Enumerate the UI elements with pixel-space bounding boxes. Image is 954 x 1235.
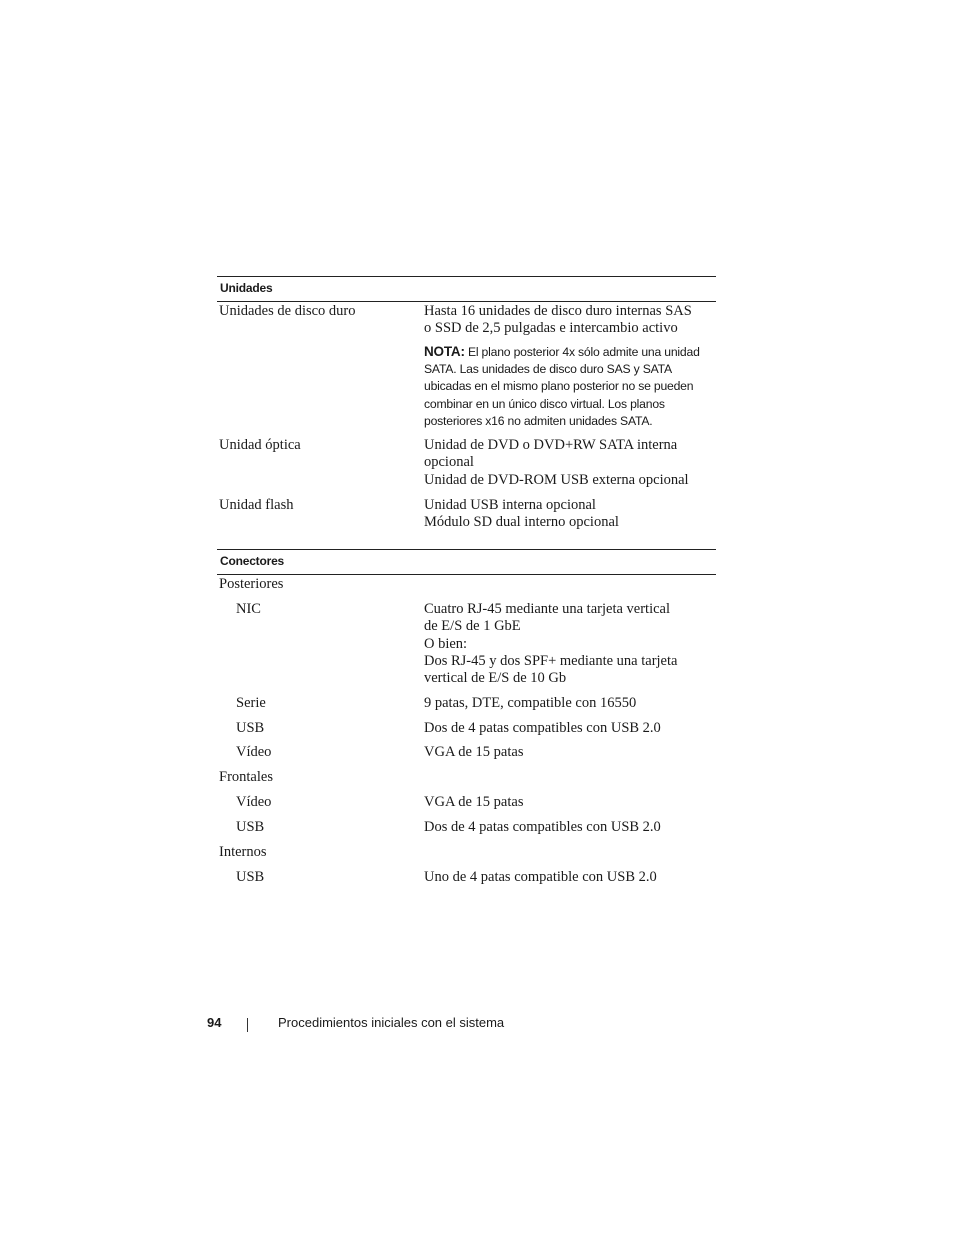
- value-line: 9 patas, DTE, compatible con 16550: [424, 695, 637, 711]
- group-label-frontales: Frontales: [219, 769, 273, 785]
- row-value-usb-interno: [424, 869, 716, 886]
- row-value-unidad-optica: [424, 437, 716, 489]
- row-label-serie: Serie: [236, 695, 266, 711]
- group-label-internos: Internos: [219, 844, 267, 860]
- value-line: O bien:: [424, 635, 468, 652]
- value-line: Módulo SD dual interno opcional: [424, 514, 619, 531]
- row-value-nic: [424, 601, 716, 687]
- section-header-conectores: [217, 549, 716, 575]
- page-number: 94: [207, 1015, 222, 1030]
- value-line: Cuatro RJ-45 mediante una tarjeta vertical: [424, 601, 671, 617]
- row-value-serie: [424, 695, 716, 712]
- footer-title: Procedimientos iniciales con el sistema: [278, 1015, 505, 1030]
- value-line: VGA de 15 patas: [424, 794, 524, 810]
- row-label-unidad-flash: Unidad flash: [219, 497, 294, 513]
- row-value-usb-frontal: [424, 819, 716, 836]
- row-value-unidad-flash: [424, 497, 716, 532]
- value-line: Uno de 4 patas compatible con USB 2.0: [424, 869, 657, 885]
- value-line: o SSD de 2,5 pulgadas e intercambio activo: [424, 320, 678, 337]
- value-line: vertical de E/S de 10 Gb: [424, 670, 567, 687]
- row-label-discos-duros: Unidades de disco duro: [219, 303, 356, 319]
- row-label-usb-posterior: USB: [236, 720, 265, 736]
- value-line: Hasta 16 unidades de disco duro internas SAS: [424, 303, 692, 319]
- value-line: de E/S de 1 GbE: [424, 618, 521, 635]
- value-line: opcional: [424, 454, 474, 471]
- row-value-video-posterior: [424, 744, 716, 761]
- row-label-usb-interno: USB: [236, 869, 265, 885]
- row-value-video-frontal: [424, 794, 716, 811]
- row-label-nic: NIC: [236, 601, 261, 617]
- row-value-discos-duros: [424, 303, 716, 338]
- note-label: NOTA:: [424, 344, 465, 359]
- row-label-usb-frontal: USB: [236, 819, 265, 835]
- section-title: Conectores: [220, 554, 285, 568]
- row-label-video-frontal: Vídeo: [236, 794, 272, 810]
- section-title: Unidades: [220, 281, 273, 295]
- row-value-usb-posterior: [424, 720, 716, 737]
- value-line: Dos de 4 patas compatibles con USB 2.0: [424, 819, 661, 835]
- note-block: [424, 343, 716, 430]
- footer-separator: [247, 1018, 248, 1032]
- value-line: Dos de 4 patas compatibles con USB 2.0: [424, 720, 661, 736]
- section-header-unidades: [217, 276, 716, 302]
- value-line: VGA de 15 patas: [424, 744, 524, 760]
- group-label-posteriores: Posteriores: [219, 576, 284, 592]
- value-line: Unidad de DVD o DVD+RW SATA interna: [424, 437, 678, 453]
- value-line: Dos RJ-45 y dos SPF+ mediante una tarjeta: [424, 652, 678, 669]
- value-line: Unidad de DVD-ROM USB externa opcional: [424, 471, 689, 488]
- row-label-video-posterior: Vídeo: [236, 744, 272, 760]
- note-text: El plano posterior 4x sólo admite una unidad SATA. Las unidades de disco duro SAS y SATA ubicadas en el mismo plano posterior no se pueden combinar en un único disco virtual. Los planos posteriores x16 no admiten unidades SATA.: [424, 345, 700, 428]
- value-line: Unidad USB interna opcional: [424, 497, 596, 513]
- row-label-unidad-optica: Unidad óptica: [219, 437, 301, 453]
